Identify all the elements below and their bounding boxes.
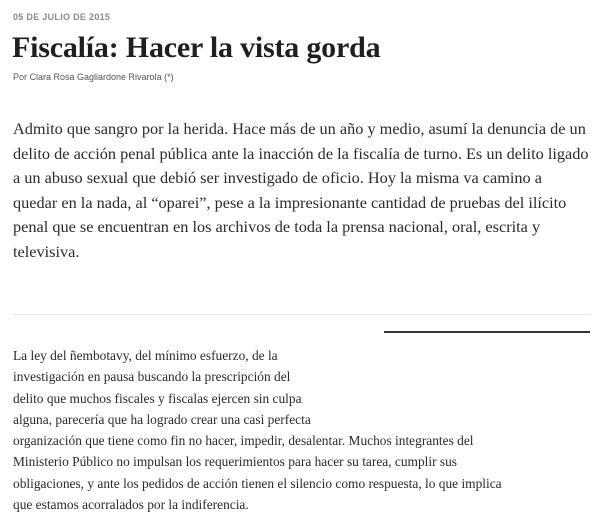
article-lead-paragraph: Admito que sangro por la herida. Hace más de un año y medio, asumí la denuncia de un delito de acción penal pública ante la inacción de la fiscalía de turno. Es un delito ligado a un abuso sexual que debió ser investigado de oficio. Hoy la misma va camino a quedar en la nada, al “oparei”, pese a la impresionante cantidad de pruebas del ilícito penal que se encuentran en los archivos de toda la prensa nacional, oral, escrita y televisiva. (13, 119, 589, 261)
body-line: La ley del ñembotavy, del mínimo esfuerzo, de la (13, 348, 278, 363)
sidebar-top-rule (384, 331, 590, 333)
body-line: alguna, parecería que ha logrado crear una casi perfecta (13, 411, 311, 427)
body-line: obligaciones, y ante los pedidos de acción tienen el silencio como respuesta, lo que implica (13, 475, 502, 491)
body-line: que estamos acorralados por la indiferencia. (13, 497, 249, 513)
article-title: Fiscalía: Hacer la vista gorda (12, 31, 381, 64)
article-byline[interactable]: Por Clara Rosa Gagliardone Rivarola (*) (13, 72, 174, 82)
article-body-paragraph (13, 345, 593, 515)
body-line: organización que tiene como fin no hacer, impedir, desalentar. Muchos integrantes del (13, 433, 474, 449)
body-line: investigación en pausa buscando la prescripción del (13, 369, 291, 385)
section-divider (13, 314, 589, 315)
body-line: delito que muchos fiscales y fiscalas ejercen sin culpa (13, 390, 302, 406)
article-date: 05 DE JULIO DE 2015 (13, 12, 111, 22)
body-line: Ministerio Público no impulsan los requerimientos para hacer su tarea, cumplir sus (13, 454, 458, 470)
